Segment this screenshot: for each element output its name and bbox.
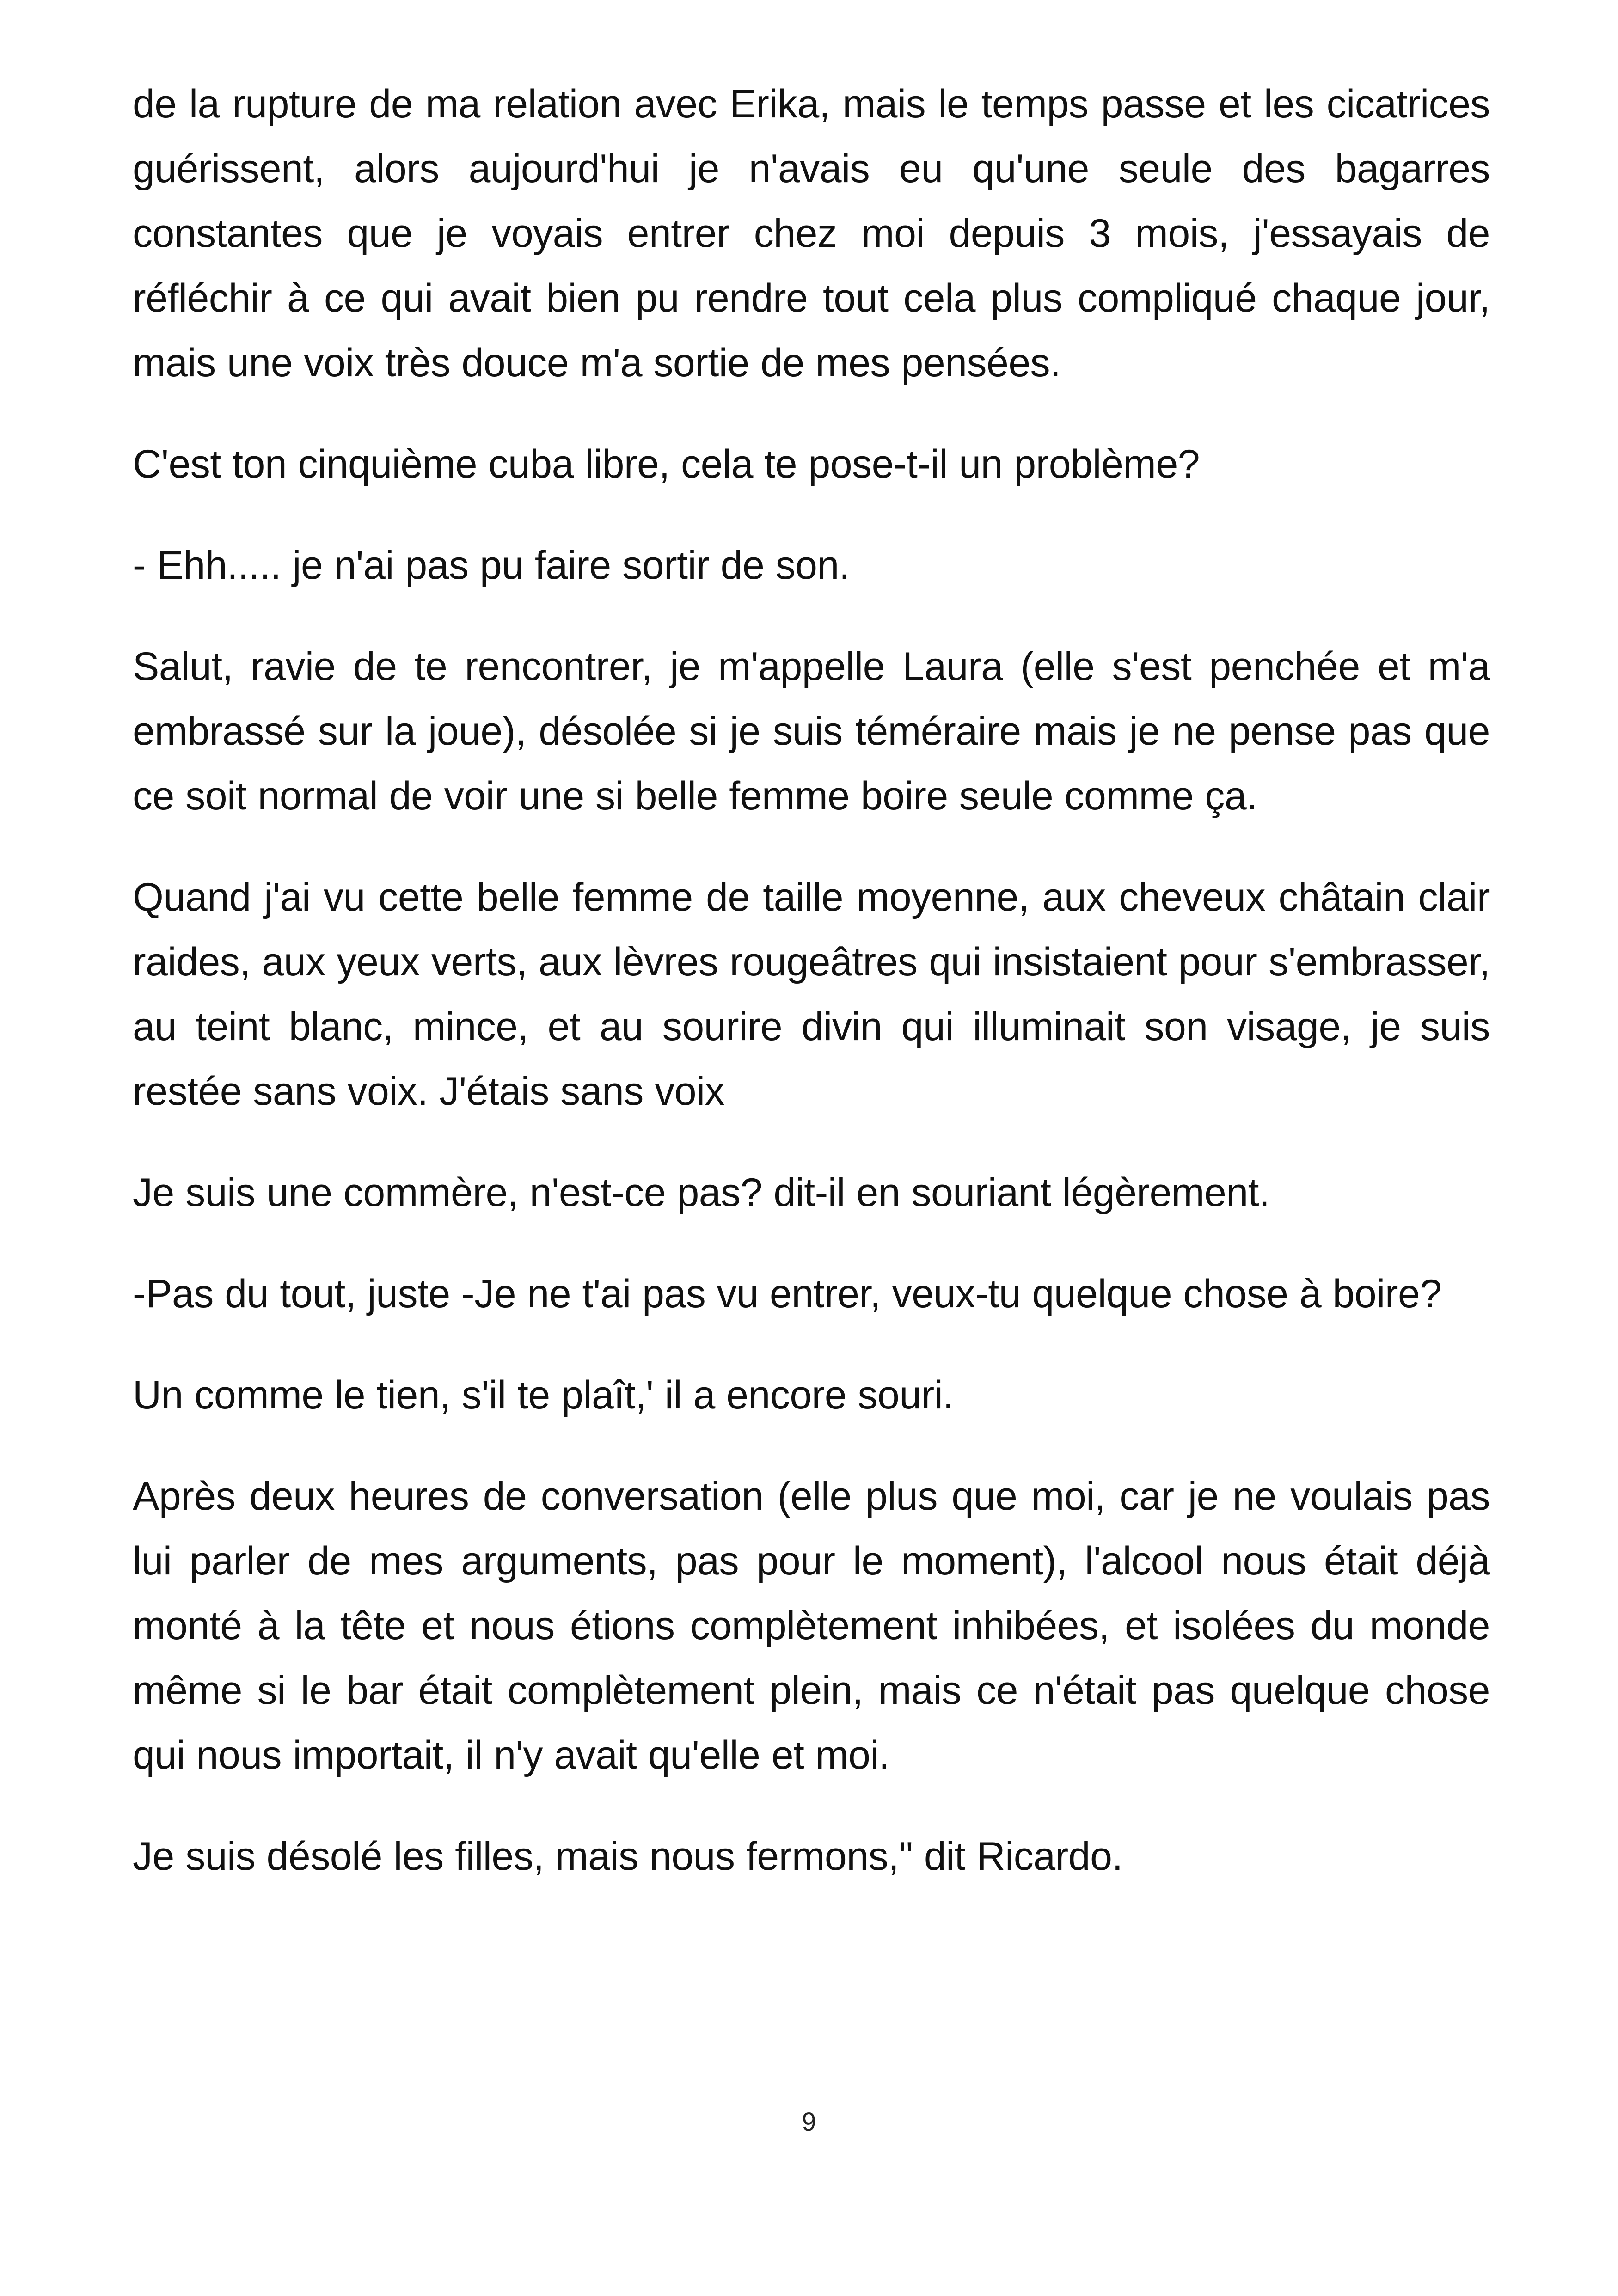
paragraph: Je suis désolé les filles, mais nous fermons," dit Ricardo.	[133, 1834, 1123, 1879]
paragraph: -Pas du tout, juste -Je ne t'ai pas vu entrer, veux-tu quelque chose à boire?	[133, 1272, 1442, 1316]
body-text	[133, 72, 1490, 1889]
paragraph: Quand j'ai vu cette belle femme de taille moyenne, aux cheveux châtain clair raides, aux yeux verts, aux lèvres rougeâtres qui insistaient pour s'embrasser, au teint blanc, mince, et au sourire divin qui illuminait son visage, je suis restée sans voix. J'étais sans voix	[133, 875, 1490, 1114]
page-number: 9	[802, 2107, 816, 2136]
paragraph: Je suis une commère, n'est-ce pas? dit-il en souriant légèrement.	[133, 1170, 1270, 1215]
paragraph: Un comme le tien, s'il te plaît,' il a encore souri.	[133, 1373, 954, 1417]
paragraph: - Ehh..... je n'ai pas pu faire sortir de son.	[133, 543, 850, 588]
paragraph: Salut, ravie de te rencontrer, je m'appelle Laura (elle s'est penchée et m'a embrassé sur la joue), désolée si je suis téméraire mais je ne pense pas que ce soit normal de voir une si belle femme boire seule comme ça.	[133, 644, 1490, 818]
paragraph: de la rupture de ma relation avec Erika, mais le temps passe et les cicatrices guérissent, alors aujourd'hui je n'avais eu qu'une seule des bagarres constantes que je voyais entrer chez moi depuis 3 mois, j'essayais de réfléchir à ce qui avait bien pu rendre tout cela plus compliqué chaque jour, mais une voix très douce m'a sortie de mes pensées.	[133, 82, 1490, 385]
paragraph: Après deux heures de conversation (elle plus que moi, car je ne voulais pas lui parler de mes arguments, pas pour le moment), l'alcool nous était déjà monté à la tête et nous étions complètement inhibées, et isolées du monde même si le bar était complètement plein, mais ce n'était pas quelque chose qui nous importait, il n'y avait qu'elle et moi.	[133, 1474, 1490, 1777]
paragraph: C'est ton cinquième cuba libre, cela te pose-t-il un problème?	[133, 442, 1200, 486]
